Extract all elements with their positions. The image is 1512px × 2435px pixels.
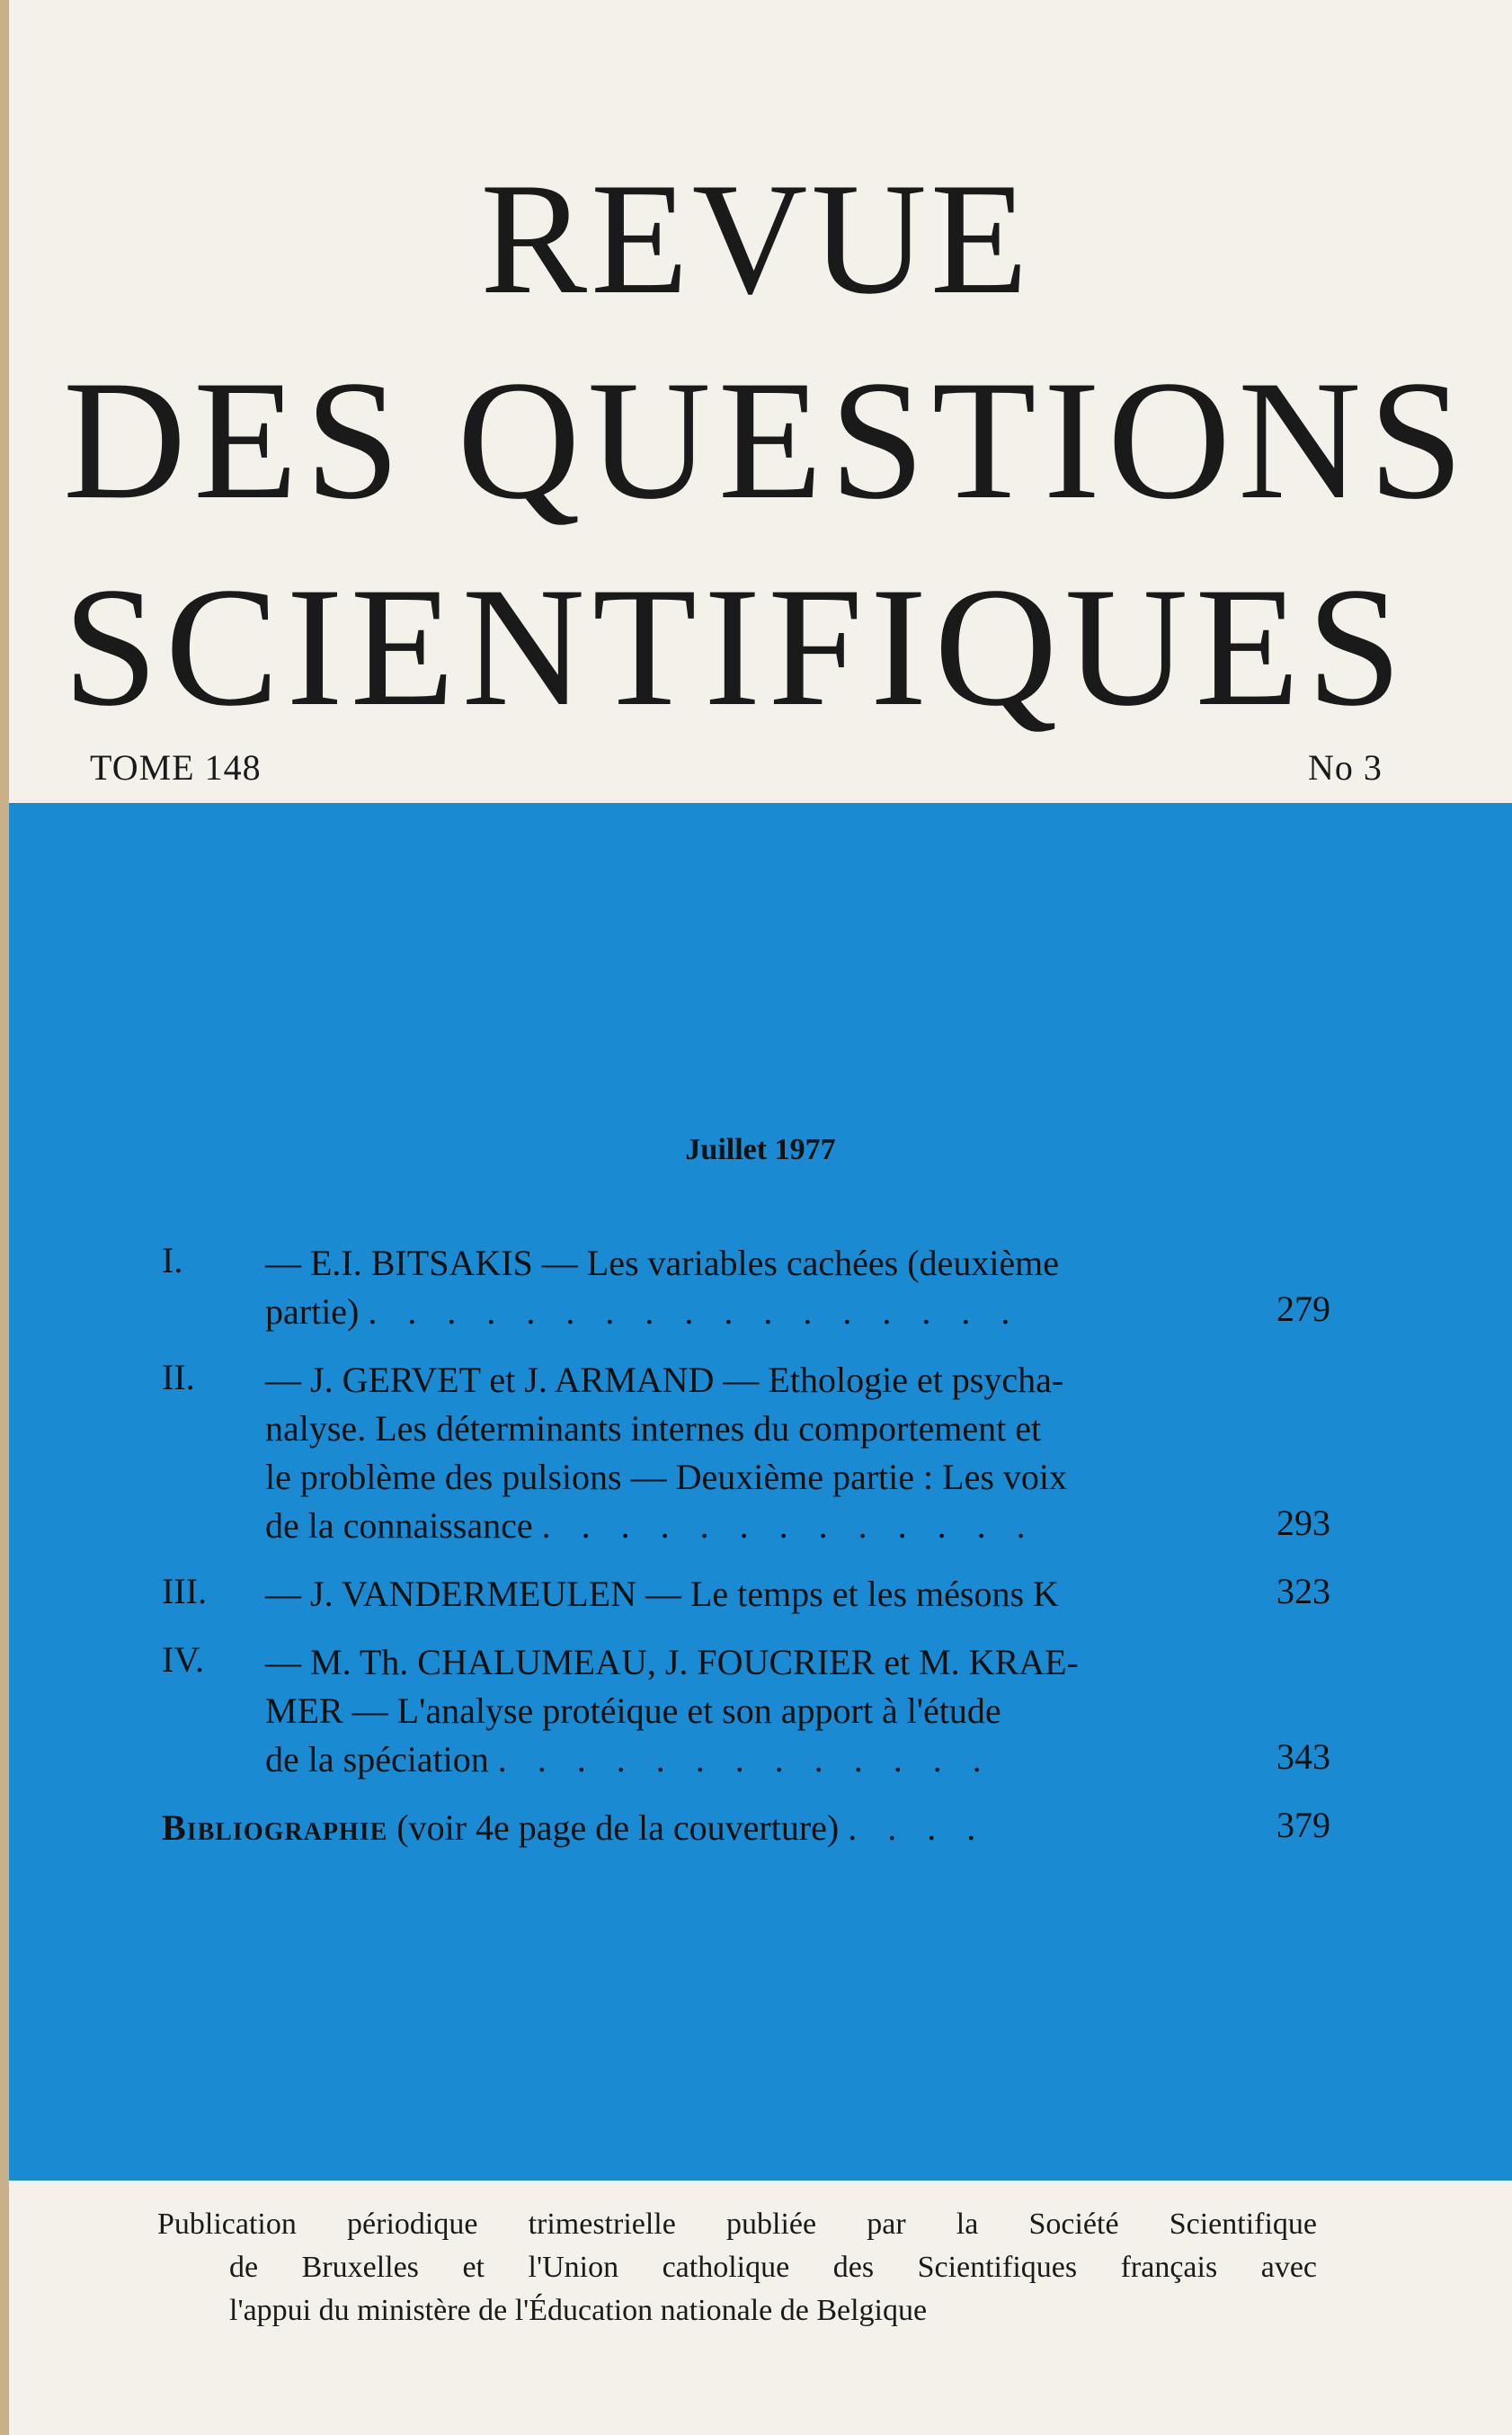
toc-entry-line: — E.I. BITSAKIS — Les variables cachées (deuxième	[265, 1243, 1060, 1283]
toc-entry-number: II.	[162, 1357, 195, 1397]
leader-dots: . . . . . . . . . . . . . . . . .	[368, 1291, 1021, 1332]
masthead-line-2: DES QUESTIONS	[63, 346, 1472, 535]
masthead-line-3: SCIENTIFIQUES	[63, 553, 1410, 742]
masthead	[0, 0, 1512, 791]
toc-entry-line: MER — L'analyse protéique et son apport à l'étude	[265, 1690, 1001, 1731]
publisher-line-1: Publication périodique trimestrielle publiée par la Société Scientifique	[157, 2208, 1317, 2241]
toc-entry-3	[162, 1570, 1330, 1619]
leader-dots: . . . . . . . . . . . . .	[541, 1505, 1036, 1546]
contents-panel	[9, 803, 1512, 2181]
bibliography-text: (voir 4e page de la couverture)	[396, 1807, 840, 1848]
toc-bibliography	[162, 1804, 1330, 1852]
publisher-line-2: de Bruxelles et l'Union catholique des Scientifiques français avec	[229, 2251, 1317, 2284]
leader-dots: . . . .	[848, 1807, 987, 1848]
toc-entry-1	[162, 1239, 1330, 1336]
toc-entry-line: de la spéciation	[265, 1739, 489, 1779]
publisher-line-3: l'appui du ministère de l'Éducation nationale de Belgique	[229, 2294, 928, 2327]
issue-number: No 3	[1308, 747, 1383, 788]
leader-dots: . . . . . . . . . . . . .	[497, 1739, 992, 1779]
bibliography-page: 379	[1276, 1805, 1330, 1845]
toc-entry-number: I.	[162, 1240, 183, 1280]
toc-entry-page: 279	[1276, 1289, 1330, 1329]
toc-entry-page: 323	[1276, 1571, 1330, 1611]
toc-entry-4	[162, 1638, 1330, 1784]
toc-entry-line: le problème des pulsions — Deuxième partie : Les voix	[265, 1457, 1068, 1497]
toc-entry-line: de la connaissance	[265, 1505, 533, 1546]
toc-entry-line: nalyse. Les déterminants internes du comportement et	[265, 1408, 1042, 1449]
masthead-line-1: REVUE	[480, 149, 1032, 327]
publisher-note	[157, 2203, 1317, 2332]
toc-entry-line: — M. Th. CHALUMEAU, J. FOUCRIER et M. KRAE-	[265, 1642, 1079, 1682]
toc-entry-page: 293	[1276, 1503, 1330, 1543]
tome-label: TOME 148	[90, 747, 262, 788]
toc-entry-page: 343	[1276, 1736, 1330, 1777]
toc-entry-line: — J. GERVET et J. ARMAND — Ethologie et psycha-	[265, 1360, 1064, 1400]
toc-entry-2	[162, 1356, 1330, 1550]
bibliography-label: Bibliographie	[162, 1807, 388, 1848]
toc-entry-number: III.	[162, 1571, 207, 1611]
toc-entry-line: partie)	[265, 1291, 360, 1332]
toc-entry-line: — J. VANDERMEULEN — Le temps et les mésons K	[265, 1574, 1059, 1614]
toc-entry-number: IV.	[162, 1639, 205, 1680]
table-of-contents	[162, 1239, 1330, 1872]
issue-date: Juillet 1977	[685, 1133, 836, 1166]
